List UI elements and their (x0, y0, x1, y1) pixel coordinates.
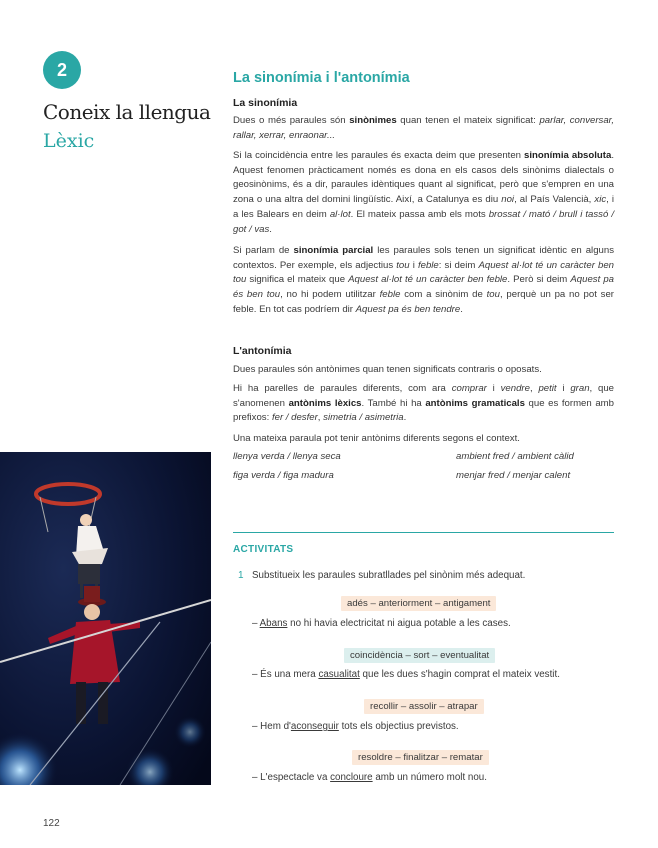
paragraph-sinonimia-1 (233, 114, 614, 143)
text-run: significa el mateix que (246, 274, 349, 286)
text-run: . (460, 303, 463, 315)
text-run: quan tenen el mateix significat: (396, 115, 540, 126)
circus-tightrope-photo (0, 452, 211, 785)
text-run: Dues paraules són antònimes quan tenen significats contraris o oposats. (233, 364, 542, 375)
synonym-options: recollir – assolir – atrapar (364, 699, 484, 714)
text-run: , (317, 412, 324, 424)
text-run: . Però si deim (507, 274, 571, 286)
activity-number: 1 (238, 570, 244, 581)
example-antonym: llenya verda / llenya seca (233, 451, 341, 462)
text-run: , i a les Balears en deim (233, 194, 615, 220)
activities-title: ACTIVITATS (233, 544, 294, 555)
unit-title: Coneix la llengua (43, 100, 211, 124)
text-run: feble (417, 259, 439, 271)
synonym-options: adés – anteriorment – antigament (341, 596, 496, 611)
paragraph-sinonimia-2 (233, 149, 614, 237)
exercise-sentence: – És una mera casualitat que les dues s'hagin comprat el mateix vestit. (252, 669, 560, 680)
underlined-word: casualitat (318, 669, 360, 680)
heading-sinonimia: La sinonímia (233, 97, 298, 109)
text-run: tou (486, 289, 500, 301)
exercise-sentence: – Abans no hi havia electricitat ni aigua potable a les cases. (252, 618, 511, 629)
text-run: sinonímia absoluta (524, 150, 612, 161)
text-run: Una mateixa paraula pot tenir antònims diferents segons el context. (233, 433, 520, 444)
paragraph-antonimia-3 (233, 432, 614, 447)
text-run: Aquest pa és ben tendre (355, 303, 461, 315)
paragraph-antonimia-2 (233, 382, 614, 426)
unit-subtitle: Lèxic (43, 130, 95, 152)
example-antonym: figa verda / figa madura (233, 470, 334, 481)
text-run: , perquè un pa no pot ser feble. En tot cas podríem dir (233, 289, 614, 315)
text-run: Aquest al·lot té un caràcter ben feble (348, 274, 508, 286)
text-run: parlar, conversar, rallar, xerrar, enraonar... (233, 115, 614, 141)
underlined-word: aconseguir (290, 721, 339, 732)
text-run: vendre (500, 383, 530, 394)
text-run: xic (594, 194, 607, 206)
heading-antonimia: L'antonímia (233, 345, 292, 357)
text-run: . Aquest fenomen pràcticament només es dona en els casos dels sinònims dialectals o geosinònims, és a dir, paraules idèntiques quant al significat, però que s'empren en una zona o una altra del domini lingüístic. Així, a Catalunya es diu (233, 150, 614, 206)
text-run: antònims lèxics (288, 397, 362, 409)
text-run: . (269, 223, 272, 235)
synonym-options: resoldre – finalitzar – rematar (352, 750, 489, 765)
text-run: tou (396, 259, 410, 271)
page-number: 122 (43, 818, 60, 829)
paragraph-sinonimia-3 (233, 244, 614, 318)
text-run: com a sinònim de (400, 289, 487, 301)
text-run: . El mateix passa amb els mots (350, 208, 489, 220)
text-run: i (556, 383, 571, 394)
example-antonym: ambient fred / ambient càlid (456, 451, 574, 462)
text-run: les paraules sols tenen un significat idèntic en alguns contextos. Per exemple, els adjectius (233, 245, 614, 271)
text-run: i (486, 383, 501, 394)
text-run: Si la coincidència entre les paraules és exacta deim que presenten (233, 150, 525, 161)
text-run: fer / desfer (271, 412, 318, 424)
underlined-word: concloure (330, 772, 373, 783)
unit-number-badge: 2 (43, 51, 81, 89)
text-run: que es formen amb prefixos: (233, 397, 614, 424)
text-run: sinonímia parcial (293, 245, 374, 256)
text-run: feble (379, 289, 401, 301)
text-run: Aquest al·lot té un caràcter ben tou (233, 259, 614, 286)
text-run: sinònimes (349, 115, 397, 126)
text-run: i (409, 259, 418, 271)
text-run: , al País Valencià, (514, 194, 595, 206)
text-run: brossat / mató / brull i tassó / got / vas (233, 208, 615, 235)
text-run: comprar (451, 383, 487, 394)
text-run: simetria / asimetria (323, 412, 404, 424)
text-run: . També hi ha (361, 397, 426, 409)
text-run: Hi ha parelles de paraules diferents, com ara (233, 383, 452, 394)
text-run: Si parlam de (233, 245, 294, 256)
activity-instruction: Substitueix les paraules subratllades pel sinònim més adequat. (252, 570, 526, 581)
text-run: : si deim (438, 259, 479, 271)
text-run: Aquest pa és ben tou (233, 274, 614, 301)
exercise-sentence: – L'espectacle va concloure amb un número molt nou. (252, 772, 487, 783)
section-title: La sinonímia i l'antonímia (233, 70, 410, 86)
text-run: noi (501, 194, 515, 206)
exercise-sentence: – Hem d'aconseguir tots els objectius previstos. (252, 721, 459, 732)
example-antonym: menjar fred / menjar calent (456, 470, 571, 481)
text-run: , (529, 383, 539, 394)
synonym-options: coincidència – sort – eventualitat (344, 648, 495, 663)
text-run: petit (538, 383, 557, 394)
text-run: gran (570, 383, 590, 394)
text-run: Dues o més paraules són (233, 115, 350, 126)
text-run: al·lot (329, 208, 351, 220)
section-divider (233, 532, 614, 533)
underlined-word: Abans (259, 618, 288, 629)
text-run: , no hi podem utilitzar (280, 289, 380, 301)
text-run: . (403, 412, 407, 424)
paragraph-antonimia-1 (233, 363, 614, 378)
text-run: antònims gramaticals (425, 397, 525, 409)
text-run: , que s'anomenen (233, 383, 615, 409)
